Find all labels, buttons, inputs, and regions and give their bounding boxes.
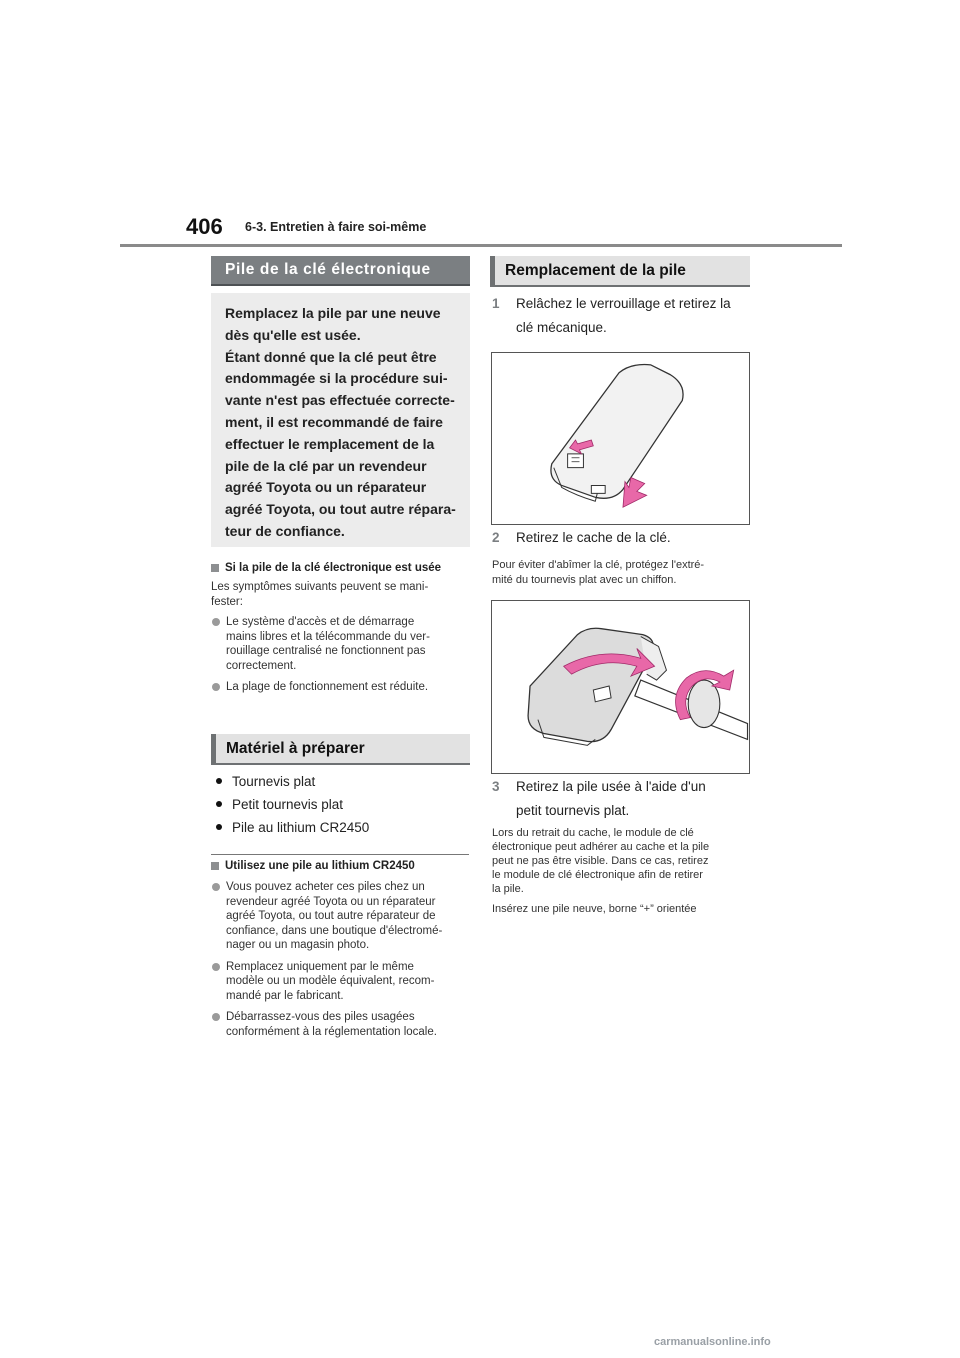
- bullet-dot-icon: [212, 683, 220, 691]
- chapter-title: 6-3. Entretien à faire soi-même: [245, 220, 427, 234]
- advice-box: [211, 293, 470, 547]
- note-cr2450: [211, 860, 473, 1039]
- bullet-dot-icon: [212, 883, 220, 891]
- advice-line: vante n'est pas effectuée correcte-: [225, 392, 455, 409]
- advice-line: agréé Toyota ou un réparateur: [225, 479, 427, 496]
- separator: [211, 854, 469, 855]
- bullet-dot-icon: [216, 778, 222, 784]
- bullet-dot-icon: [216, 824, 222, 830]
- bullet-dot-icon: [212, 963, 220, 971]
- step-number: 1: [492, 296, 500, 311]
- bullet-dot-icon: [212, 1013, 220, 1021]
- figure-cover-removal: [491, 600, 750, 774]
- advice-line: Remplacez la pile par une neuve: [225, 305, 441, 321]
- advice-line: endommagée si la procédure sui-: [225, 370, 448, 387]
- section-title-materials: Matériel à préparer: [211, 734, 470, 765]
- step-3: 3 Retirez la pile usée à l'aide d'un petit tournevis plat.: [492, 775, 754, 823]
- advice-line: dès qu'elle est usée.: [225, 326, 361, 343]
- advice-line: effectuer le remplacement de la: [225, 435, 435, 452]
- materials-list: [211, 771, 473, 837]
- advice-line: pile de la clé par un revendeur: [225, 457, 427, 474]
- advice-line: Étant donné que la clé peut être: [225, 348, 437, 365]
- step-2-note: Pour éviter d'abîmer la clé, protégez l'extré- mité du tournevis plat avec un chiffon.: [492, 559, 705, 586]
- note-bullet: Remplacez uniquement par le même modèle ou un modèle équivalent, recom- mandé par le fabricant.: [211, 960, 473, 1004]
- note-bullet: La plage de fonctionnement est réduite.: [211, 680, 473, 695]
- key-cover-removal-illustration: [492, 601, 749, 773]
- advice-line: teur de confiance.: [225, 522, 345, 539]
- step-3-note: Lors du retrait du cache, le module de clé électronique peut adhérer au cache et la pile peut ne pas être visible. Dans ce cas, retirez le module de clé électronique afin de retirer la pile. Insérez une pile neuve, borne “+” orientée: [492, 827, 710, 915]
- material-item: Petit tournevis plat: [211, 794, 473, 814]
- key-fob-release-illustration: [492, 353, 749, 524]
- note-bullet: Le système d'accès et de démarrage mains libres et la télécommande du ver- rouillage centralisé ne fonctionnent pas correctement.: [211, 615, 473, 673]
- material-item: Tournevis plat: [211, 771, 473, 791]
- note-battery-worn: [211, 562, 473, 695]
- note-title: Si la pile de la clé électronique est usée: [211, 562, 473, 574]
- step-number: 2: [492, 530, 500, 545]
- note-intro: Les symptômes suivants peuvent se mani- fester:: [211, 581, 429, 608]
- figure-key-release: [491, 352, 750, 525]
- note-title: Utilisez une pile au lithium CR2450: [211, 860, 473, 872]
- section-title-replacement: Remplacement de la pile: [490, 256, 750, 287]
- step-1: 1 Relâchez le verrouillage et retirez la clé mécanique.: [492, 292, 754, 340]
- note-bullet: Débarrassez-vous des piles usagées conformément à la réglementation locale.: [211, 1010, 473, 1039]
- bullet-dot-icon: [212, 618, 220, 626]
- material-item: Pile au lithium CR2450: [211, 817, 473, 837]
- page-number: 406: [186, 214, 223, 239]
- step-number: 3: [492, 779, 500, 794]
- advice-line: ment, il est recommandé de faire: [225, 413, 443, 430]
- header-rule: [120, 244, 842, 247]
- square-bullet-icon: [211, 564, 219, 572]
- bullet-dot-icon: [216, 801, 222, 807]
- step-2: 2 Retirez le cache de la clé.: [492, 526, 754, 550]
- watermark: carmanualsonline.info: [654, 1336, 771, 1348]
- note-bullet: Vous pouvez acheter ces piles chez un revendeur agréé Toyota ou un réparateur agréé Toyota, ou tout autre réparateur de confiance, dans une boutique d'électromé- nager ou un magasin photo.: [211, 880, 473, 953]
- square-bullet-icon: [211, 862, 219, 870]
- advice-line: agréé Toyota, ou tout autre répara-: [225, 501, 456, 518]
- section-title-key-battery: Pile de la clé électronique: [211, 256, 470, 286]
